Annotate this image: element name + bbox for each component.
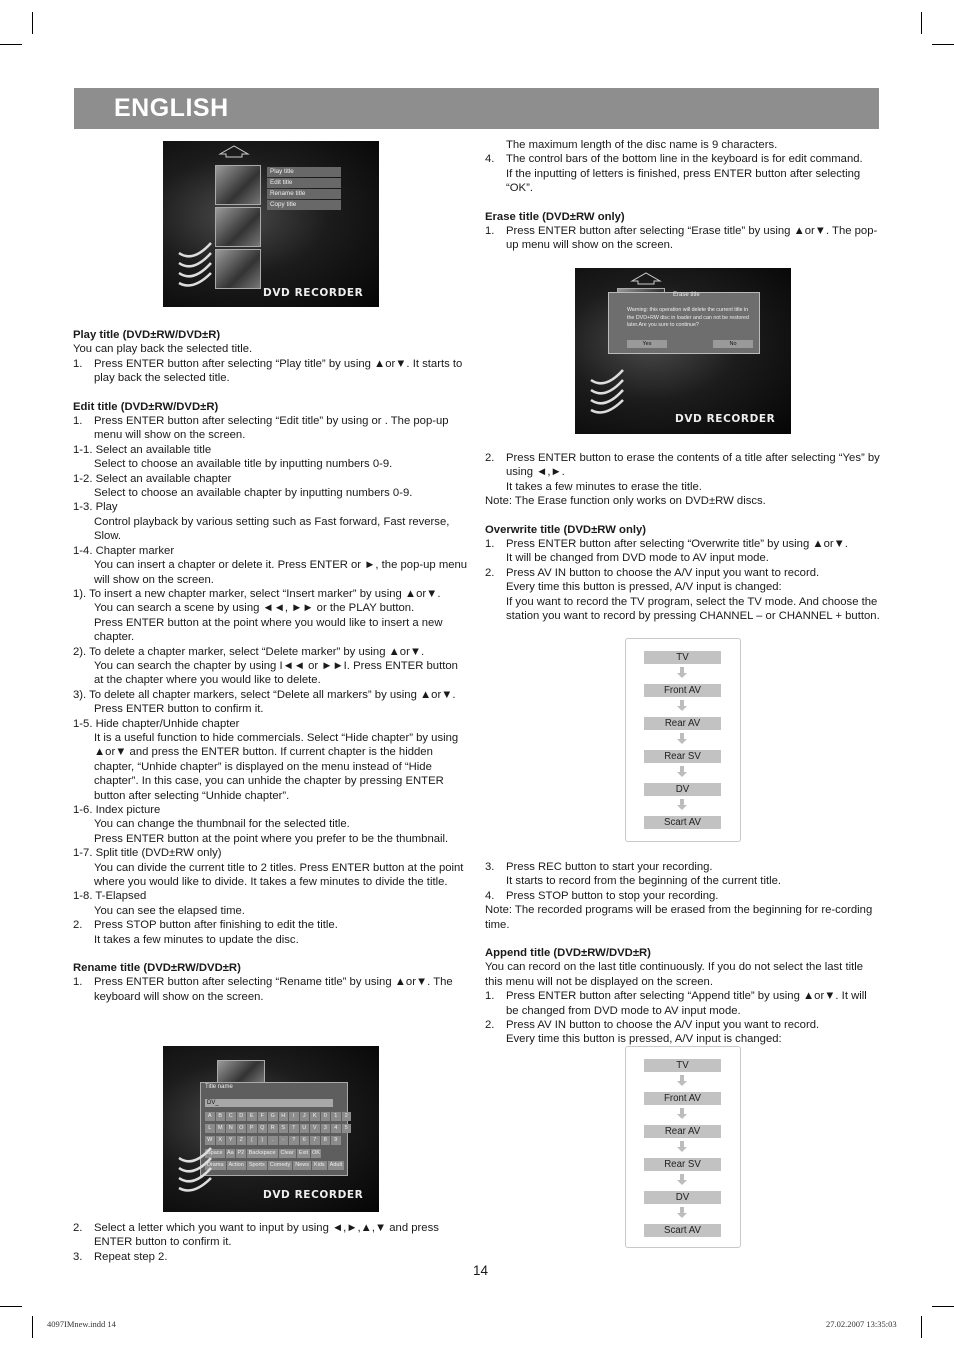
av-input-box: TV	[644, 1059, 721, 1072]
screen-title-menu	[163, 141, 379, 307]
keyboard-key[interactable]: Q	[258, 1124, 268, 1133]
sub-step: 1-4. Chapter marker	[73, 544, 175, 557]
av-input-box: Rear SV	[644, 1158, 721, 1171]
crop-mark	[0, 1306, 22, 1307]
right-column-middle	[485, 451, 880, 623]
keyboard-key[interactable]: 3	[321, 1124, 331, 1133]
keyboard-row	[205, 1124, 351, 1133]
paragraph: Control playback by various setting such as Fast forward, Fast reverse, Slow.	[94, 515, 450, 543]
paragraph: If you want to record the TV program, select the TV mode. And choose the station you want to record by pressing CHANNEL – or CHANNEL + button.	[506, 595, 880, 623]
step: 2. Select a letter which you want to input by using ◄,►,▲,▼ and press ENTER button to confirm it.	[73, 1222, 439, 1249]
thumbnail	[217, 1060, 265, 1084]
down-arrow-icon	[677, 1141, 687, 1152]
paragraph: You can search a scene by using ◄◄, ►► or the PLAY button.	[94, 602, 415, 615]
right-column-lower	[485, 860, 880, 1047]
keyboard-key[interactable]: A	[205, 1112, 215, 1121]
keyboard-title: Title name	[205, 1084, 233, 1090]
thumbnail	[215, 249, 261, 289]
keyboard-key[interactable]: Backspace	[248, 1150, 276, 1156]
dvd-recorder-logo: DVD RECORDER	[263, 287, 364, 299]
left-column-top	[73, 328, 468, 1004]
paragraph: Press ENTER button at the point where you would like to insert a new chapter.	[94, 616, 443, 644]
paragraph: Every time this button is pressed, A/V input is changed:	[506, 581, 782, 594]
section-heading: Play title (DVD±RW/DVD±R)	[73, 329, 221, 341]
step: 2. Press AV IN button to choose the A/V input you want to record.	[485, 566, 820, 579]
keyboard-row	[205, 1149, 321, 1158]
keyboard-key[interactable]: 1	[331, 1112, 341, 1121]
page-title: ENGLISH	[114, 94, 229, 122]
keyboard-key[interactable]: S	[279, 1124, 289, 1133]
menu-item-copy-title[interactable]: Copy title	[267, 200, 341, 210]
decorative-stripes-icon	[175, 1138, 215, 1198]
paragraph: If the inputting of letters is finished, press ENTER button after selecting “OK”.	[506, 167, 861, 195]
sub-step: 1-3. Play	[73, 501, 118, 514]
decorative-stripes-icon	[175, 233, 215, 293]
keyboard-key[interactable]: N	[226, 1124, 236, 1133]
keyboard-key[interactable]: H	[279, 1112, 289, 1121]
keyboard-key[interactable]: O	[237, 1124, 247, 1133]
av-input-box: Scart AV	[644, 1224, 721, 1237]
step: 1. Press ENTER button after selecting “Play title” by using ▲or▼. It starts to play back the selected title.	[73, 357, 463, 385]
keyboard-row	[205, 1112, 351, 1121]
header-banner	[74, 88, 879, 129]
keyboard-key[interactable]: Space	[207, 1150, 223, 1156]
decorative-stripes-icon	[587, 360, 627, 420]
keyboard-key[interactable]: .	[268, 1136, 278, 1145]
down-arrow-icon	[677, 799, 687, 810]
paragraph: It is a useful function to hide commercials. Select “Hide chapter” by using ▲or▼ and press the ENTER button. If current chapter is the hidden chapter, “Unhide chapter” is displayed on the menu instead of “Hide chapter”. In this case, you can unhide the chapter by pressing ENTER button after selecting “Unhide chapter”.	[94, 731, 459, 802]
av-input-box: TV	[644, 651, 721, 664]
step: 4. The control bars of the bottom line in the keyboard is for edit command.	[485, 153, 863, 166]
paragraph: It takes a few minutes to erase the title.	[506, 480, 702, 493]
av-input-box: Front AV	[644, 1092, 721, 1105]
keyboard-key[interactable]: -	[279, 1136, 289, 1145]
keyboard-key[interactable]: 2	[342, 1112, 352, 1121]
keyboard-key[interactable]: 7	[310, 1136, 320, 1145]
keyboard-key[interactable]: )	[258, 1136, 268, 1145]
keyboard-key[interactable]: Adult	[329, 1162, 343, 1168]
note: Note: The Erase function only works on DVD±RW discs.	[485, 495, 766, 508]
down-arrow-icon	[677, 667, 687, 678]
sub-step: 1-2. Select an available chapter	[73, 472, 232, 485]
keyboard-key[interactable]: L	[205, 1124, 215, 1133]
keyboard-key[interactable]: I	[289, 1112, 299, 1121]
step: 1. Press ENTER button after selecting “Edit title” by using or . The pop-up menu will show on the screen.	[73, 415, 449, 442]
right-column-top	[485, 138, 880, 253]
footer-timestamp: 27.02.2007 13:35:03	[826, 1319, 897, 1329]
keyboard-key[interactable]: OK	[311, 1150, 320, 1156]
keyboard-key[interactable]: U	[300, 1124, 310, 1133]
keyboard-key[interactable]: Aa	[226, 1150, 234, 1156]
keyboard-key[interactable]: Kids	[313, 1162, 325, 1168]
erase-dialog	[608, 292, 760, 354]
menu-item-rename-title[interactable]: Rename title	[267, 189, 341, 199]
av-input-box: DV	[644, 1191, 721, 1204]
screen-erase-title	[575, 268, 791, 434]
paragraph: You can play back the selected title.	[73, 343, 253, 356]
sub-step: 2). To delete a chapter marker, select “Delete marker” by using ▲or▼.	[73, 645, 425, 658]
keyboard-key[interactable]: V	[310, 1124, 320, 1133]
step: 1. Press ENTER button after selecting “Erase title” by using ▲or▼. The pop-up menu will show on the screen.	[485, 225, 878, 252]
screen-rename-keyboard	[163, 1046, 379, 1212]
up-arrow-icon	[218, 144, 250, 158]
av-input-box: Rear AV	[644, 1125, 721, 1138]
dialog-title: Erase title	[673, 292, 700, 298]
keyboard-row	[205, 1136, 341, 1145]
crop-mark	[921, 1316, 922, 1338]
yes-button[interactable]: Yes	[627, 340, 667, 348]
down-arrow-icon	[677, 1108, 687, 1119]
keyboard-key[interactable]: Exit	[297, 1149, 311, 1158]
section-heading: Append title (DVD±RW/DVD±R)	[485, 947, 651, 960]
keyboard-key[interactable]: G	[268, 1112, 278, 1121]
step: 2. Press ENTER button to erase the contents of a title after selecting “Yes” by using ◄,►.	[485, 452, 880, 479]
crop-mark	[921, 12, 922, 34]
av-input-flow	[625, 1046, 741, 1248]
paragraph: You can change the thumbnail for the selected title.	[94, 818, 350, 831]
paragraph: You can divide the current title to 2 titles. Press ENTER button at the point where you would like to divide. It takes a few minutes to divide the title.	[94, 861, 464, 889]
no-button[interactable]: No	[713, 340, 753, 348]
paragraph: It takes a few minutes to update the disc.	[94, 933, 299, 946]
page-number: 14	[473, 1263, 489, 1278]
down-arrow-icon	[677, 1207, 687, 1218]
keyboard-key[interactable]: J	[300, 1112, 310, 1121]
keyboard-key[interactable]: B	[216, 1112, 226, 1121]
keyboard-key[interactable]: E	[247, 1112, 257, 1121]
keyboard-key[interactable]: K	[310, 1112, 320, 1121]
keyboard-key[interactable]: R	[268, 1124, 278, 1133]
down-arrow-icon	[677, 1174, 687, 1185]
keyboard-key[interactable]: Comedy	[269, 1162, 291, 1168]
step: 3. Press REC button to start your recording.	[485, 861, 713, 873]
av-input-box: Scart AV	[644, 816, 721, 829]
av-input-box: Rear SV	[644, 750, 721, 763]
av-input-box: Front AV	[644, 684, 721, 697]
keyboard-key[interactable]: T	[289, 1124, 299, 1133]
footer-file: 4097IMnew.indd 14	[47, 1319, 116, 1329]
paragraph: Select to choose an available chapter by inputting numbers 0-9.	[94, 487, 413, 500]
keyboard-key[interactable]: Sports	[248, 1162, 265, 1168]
down-arrow-icon	[677, 1075, 687, 1086]
paragraph: You can search the chapter by using I◄◄ or ►►I. Press ENTER button at the chapter where you would like to delete.	[94, 659, 458, 687]
paragraph: Select to choose an available title by inputting numbers 0-9.	[94, 458, 393, 471]
av-input-flow	[625, 638, 741, 842]
keyboard-key[interactable]: Z	[237, 1136, 247, 1145]
down-arrow-icon	[677, 733, 687, 744]
onscreen-keyboard	[200, 1082, 348, 1176]
keyboard-row	[205, 1161, 344, 1170]
sub-step: 1-6. Index picture	[73, 804, 161, 816]
keyboard-key[interactable]: (	[247, 1136, 257, 1145]
keyboard-key[interactable]: Clear	[280, 1150, 294, 1156]
sub-step: 1-8. T-Elapsed	[73, 890, 147, 903]
title-name-field[interactable]: DV_	[205, 1099, 333, 1107]
paragraph: The maximum length of the disc name is 9 characters.	[506, 139, 778, 151]
step: 4. Press STOP button to stop your recording.	[485, 889, 719, 902]
keyboard-key[interactable]: C	[226, 1112, 236, 1121]
sub-step: 1). To insert a new chapter marker, select “Insert marker” by using ▲or▼.	[73, 587, 441, 600]
keyboard-key[interactable]: Drama	[207, 1162, 224, 1168]
up-arrow-icon	[630, 271, 662, 285]
sub-step: 1-1. Select an available title	[73, 443, 212, 456]
step: 1. Press ENTER button after selecting “Overwrite title” by using ▲or▼.	[485, 538, 848, 551]
crop-mark	[0, 44, 22, 45]
dialog-message: Warning: this operation will delete the current title in the DVD+RW disc in loader and can not be restored later.Are you sure to continue?	[627, 307, 749, 328]
note: Note: The recorded programs will be erased from the beginning for re-cording time.	[485, 904, 873, 931]
down-arrow-icon	[677, 766, 687, 777]
step: 2. Press STOP button after finishing to edit the title.	[73, 919, 338, 932]
section-heading: Erase title (DVD±RW only)	[485, 210, 625, 223]
keyboard-key[interactable]: 6	[300, 1136, 310, 1145]
paragraph: It starts to record from the beginning of the current title.	[506, 875, 782, 888]
step: 2. Press AV IN button to choose the A/V input you want to record.	[485, 1019, 820, 1032]
crop-mark	[932, 44, 954, 45]
sub-step: 1-5. Hide chapter/Unhide chapter	[73, 717, 240, 730]
left-column-bottom	[73, 1221, 468, 1264]
dvd-recorder-logo: DVD RECORDER	[263, 1189, 364, 1201]
keyboard-key[interactable]: M	[216, 1124, 226, 1133]
av-input-box: Rear AV	[644, 717, 721, 730]
keyboard-key[interactable]: 4	[331, 1124, 341, 1133]
keyboard-key[interactable]: Y	[226, 1136, 236, 1145]
step: 1. Press ENTER button after selecting “Rename title” by using ▲or▼. The keyboard will show on the screen.	[73, 976, 453, 1003]
step: 1. Press ENTER button after selecting “Append title” by using ▲or▼. It will be changed from DVD mode to AV input mode.	[485, 990, 867, 1017]
keyboard-key[interactable]: News	[295, 1162, 309, 1168]
keyboard-key[interactable]: 8	[321, 1136, 331, 1145]
section-heading: Rename title (DVD±RW/DVD±R)	[73, 962, 241, 975]
menu-item-edit-title[interactable]: Edit title	[267, 178, 341, 188]
crop-mark	[32, 12, 33, 34]
sub-step: 1-7. Split title (DVD±RW only)	[73, 847, 222, 860]
crop-mark	[32, 1316, 33, 1338]
down-arrow-icon	[677, 700, 687, 711]
thumbnail	[215, 207, 261, 247]
paragraph: Every time this button is pressed, A/V input is changed:	[506, 1033, 782, 1046]
keyboard-key[interactable]: 5	[342, 1124, 352, 1133]
section-heading: Edit title (DVD±RW/DVD±R)	[73, 400, 219, 413]
keyboard-key[interactable]: P	[247, 1124, 257, 1133]
menu-item-play-title[interactable]: Play title	[267, 167, 341, 177]
paragraph: You can record on the last title continuously. If you do not select the last title this menu will not be displayed on the screen.	[485, 961, 864, 988]
keyboard-key[interactable]: ?	[289, 1136, 299, 1145]
paragraph: You can see the elapsed time.	[94, 904, 245, 917]
keyboard-key[interactable]: W	[205, 1136, 215, 1145]
dvd-recorder-logo: DVD RECORDER	[675, 413, 776, 425]
step: 3. Repeat step 2.	[73, 1250, 168, 1263]
keyboard-key[interactable]: P2	[237, 1150, 245, 1156]
keyboard-key[interactable]: D	[237, 1112, 247, 1121]
keyboard-key[interactable]: 0	[321, 1112, 331, 1121]
keyboard-key[interactable]: Action	[228, 1162, 244, 1168]
paragraph: You can insert a chapter or delete it. Press ENTER or ►, the pop-up menu will show on the screen.	[94, 559, 468, 586]
keyboard-key[interactable]: X	[216, 1136, 226, 1145]
paragraph: Press ENTER button at the point where you prefer to be the thumbnail.	[94, 832, 449, 845]
paragraph: It will be changed from DVD mode to AV input mode.	[506, 552, 769, 565]
section-heading: Overwrite title (DVD±RW only)	[485, 523, 647, 536]
av-input-box: DV	[644, 783, 721, 796]
keyboard-key[interactable]: F	[258, 1112, 268, 1121]
keyboard-key[interactable]: 9	[331, 1136, 341, 1145]
sub-step: 3). To delete all chapter markers, select “Delete all markers” by using ▲or▼. Press ENTER button to confirm it.	[73, 688, 456, 716]
thumbnail	[215, 165, 261, 205]
crop-mark	[932, 1306, 954, 1307]
